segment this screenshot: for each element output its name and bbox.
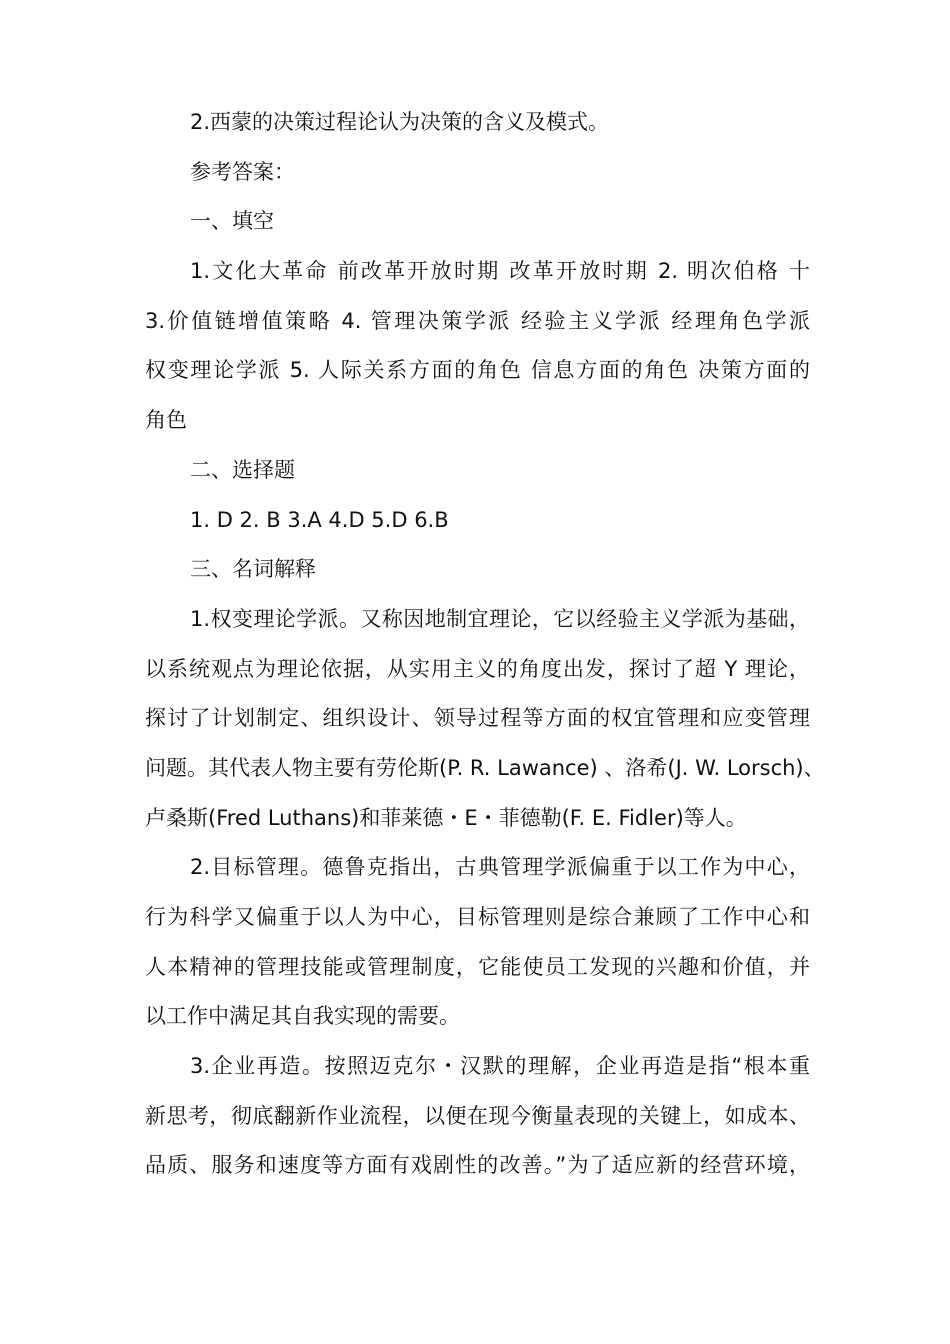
paragraph-line: 1. D 2. B 3.A 4.D 5.D 6.B: [190, 508, 449, 532]
section-heading-fill-blank: 一、填空: [190, 209, 274, 233]
paragraph-line: 1.权变理论学派。又称因地制宜理论，它以经验主义学派为基础，: [190, 607, 810, 631]
paragraph-line: 以工作中满足其自我实现的需要。: [145, 1004, 460, 1028]
paragraph-line: 1.文化大革命 前改革开放时期 改革开放时期 2. 明次伯格 十: [190, 259, 810, 283]
paragraph-line: 人本精神的管理技能或管理制度，它能使员工发现的兴趣和价值，并: [145, 955, 810, 979]
paragraph-line: 新思考，彻底翻新作业流程，以便在现今衡量表现的关键上，如成本、: [145, 1104, 810, 1128]
paragraph-line: 3.企业再造。按照迈克尔・汉默的理解，企业再造是指“根本重: [190, 1054, 810, 1078]
paragraph-line: 权变理论学派 5. 人际关系方面的角色 信息方面的角色 决策方面的: [145, 358, 810, 382]
question-line: 2.西蒙的决策过程论认为决策的含义及模式。: [190, 110, 610, 134]
section-heading-terms: 三、名词解释: [190, 557, 316, 581]
answer-heading: 参考答案：: [190, 160, 295, 184]
paragraph-line: 探讨了计划制定、组织设计、领导过程等方面的权宜管理和应变管理: [145, 706, 810, 730]
paragraph-line: 卢桑斯(Fred Luthans)和菲莱德・E・菲德勒(F. E. Fidler)等人。: [145, 806, 747, 830]
section-heading-choice: 二、选择题: [190, 458, 295, 482]
paragraph-line: 3.价值链增值策略 4. 管理决策学派 经验主义学派 经理角色学派: [145, 309, 810, 333]
paragraph-line: 以系统观点为理论依据，从实用主义的角度出发，探讨了超 Y 理论，: [145, 657, 810, 681]
paragraph-line: 问题。其代表人物主要有劳伦斯(P. R. Lawance) 、洛希(J. W. Lorsch)、: [145, 756, 825, 780]
paragraph-line: 行为科学又偏重于以人为中心，目标管理则是综合兼顾了工作中心和: [145, 905, 810, 929]
paragraph-line: 品质、服务和速度等方面有戏剧性的改善。”为了适应新的经营环境，: [145, 1153, 810, 1177]
paragraph-line: 2.目标管理。德鲁克指出，古典管理学派偏重于以工作为中心，: [190, 855, 810, 879]
paragraph-line: 角色: [145, 408, 187, 432]
